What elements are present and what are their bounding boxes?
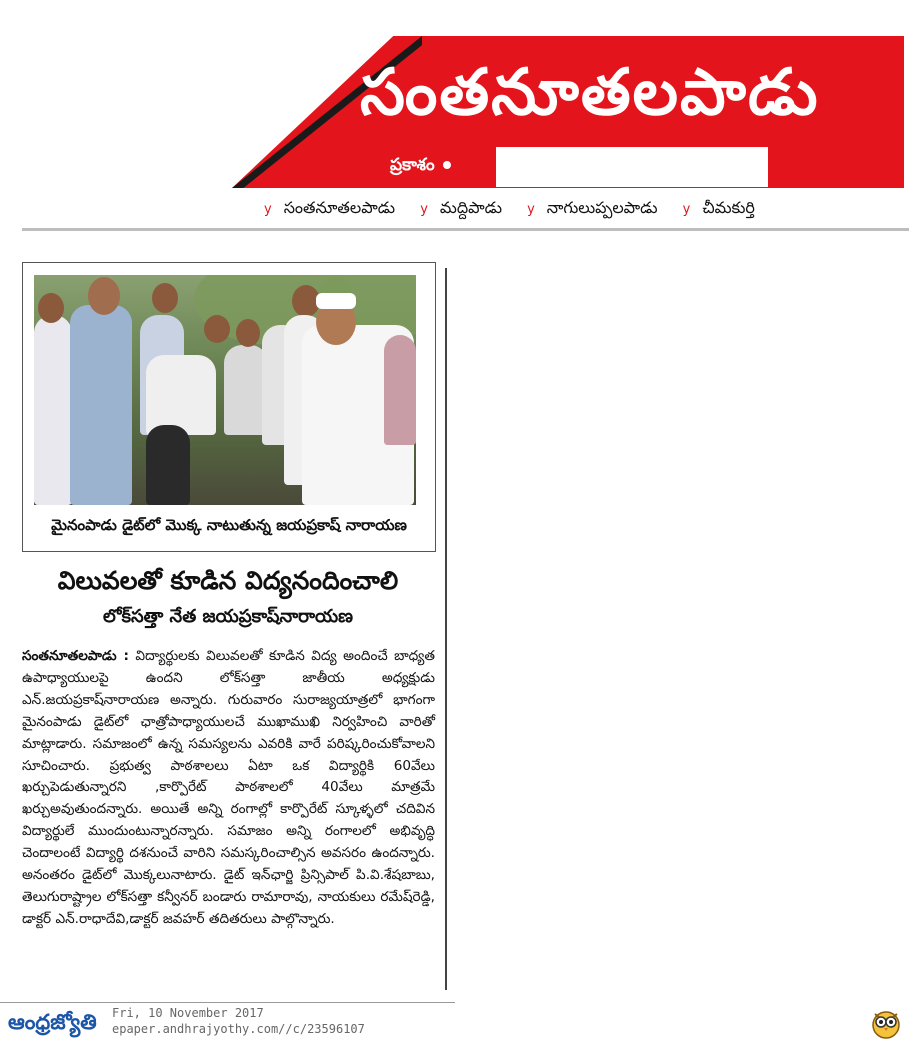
owl-icon[interactable]	[870, 1007, 902, 1039]
subnav	[264, 198, 775, 221]
subnav-item[interactable]: నాగులుప్పలపాడు	[546, 198, 658, 217]
subnav-separator: y	[682, 202, 691, 217]
article-body-text: విద్యార్థులకు విలువలతో కూడిన విద్య అందించే బాధ్యత ఉపాధ్యాయులపై ఉందని లోక్‌సత్తా జాతీయ అధ్యక్షుడు ఎన్‌.జయప్రకాష్‌నారాయణ అన్నారు. గురువారం సురాజ్యయాత్రలో భాగంగా మైనంపాడు డైట్‌లో ఛాత్రోపాధ్యాయులచే ముఖాముఖి నిర్వహించి వారితో మాట్లాడారు. సమాజంలో ఉన్న సమస్యలను ఎవరికి వారే పరిష్కరించుకోవాలని సూచించారు. ప్రభుత్వ పాఠశాలలు ఏటా ఒక విద్యార్థికి 60వేలు ఖర్చుపెడుతున్నారని ,కార్పొరేట్‌ పాఠశాలలో 40వేలు మాత్రమే ఖర్చుఅవుతుందన్నారు. అయితే అన్ని రంగాల్లో కార్పొరేట్‌ స్కూళ్ళలో చదివిన విద్యార్థులే ముందుంటున్నారన్నారు. సమాజం అన్ని రంగాలలో అభివృద్ధి చెందాలంటే విద్యార్థి దశనుంచే వారిని సమస్కరించాల్సిన అవసరం ఉందన్నారు. అనంతరం డైట్‌లో మొక్కలునాటారు. డైట్‌ ఇన్‌ఛార్జి ప్రిన్సిపాల్‌ పి.వి.శేషబాబు, తెలుగురాష్ట్రాల లోక్‌సత్తా కన్వీనర్‌ బండారు రామారావు, నాయకులు రమేష్‌రెడ్డి, డాక్టర్‌ ఎన్‌.రాధాదేవి,డాక్టర్‌ జవహర్‌ తదితరులు పాల్గొన్నారు.	[22, 648, 435, 927]
subnav-separator: y	[264, 202, 272, 217]
header-divider	[22, 228, 909, 231]
subnav-item[interactable]: సంతనూతలపాడు	[283, 198, 396, 217]
article-body	[22, 646, 435, 931]
masthead-title: సంతనూతలపాడు	[360, 56, 820, 130]
subnav-separator: y	[420, 202, 428, 217]
andhrajyothy-logo[interactable]: ఆంధ్రజ్యోతి	[8, 1010, 97, 1034]
photo-caption: మైనంపాడు డైట్‌లో మొక్క నాటుతున్న జయప్రకాష్‌ నారాయణ	[51, 516, 407, 534]
subnav-item[interactable]: మద్దిపాడు	[439, 198, 502, 217]
bullet-icon	[443, 161, 451, 169]
article-headline: విలువలతో కూడిన విద్యనందించాలి	[57, 566, 399, 595]
subnav-separator: y	[527, 202, 535, 217]
column-divider	[445, 268, 447, 990]
edition-date: Fri, 10 November 2017	[112, 1006, 264, 1020]
district-label: ప్రకాశం	[390, 155, 451, 179]
article-subheadline: లోక్‌సత్తా నేత జయప్రకాష్‌నారాయణ	[102, 606, 354, 627]
edition-url[interactable]: epaper.andhrajyothy.com//c/23596107	[112, 1022, 365, 1036]
subnav-item[interactable]: చీమకుర్తి	[702, 198, 755, 217]
footer-meta	[112, 1005, 365, 1037]
footer-divider	[0, 1002, 455, 1003]
masthead-blank-box	[496, 147, 768, 187]
article-dateline: సంతనూతలపాడు :	[22, 648, 129, 664]
article-photo[interactable]	[34, 275, 416, 505]
